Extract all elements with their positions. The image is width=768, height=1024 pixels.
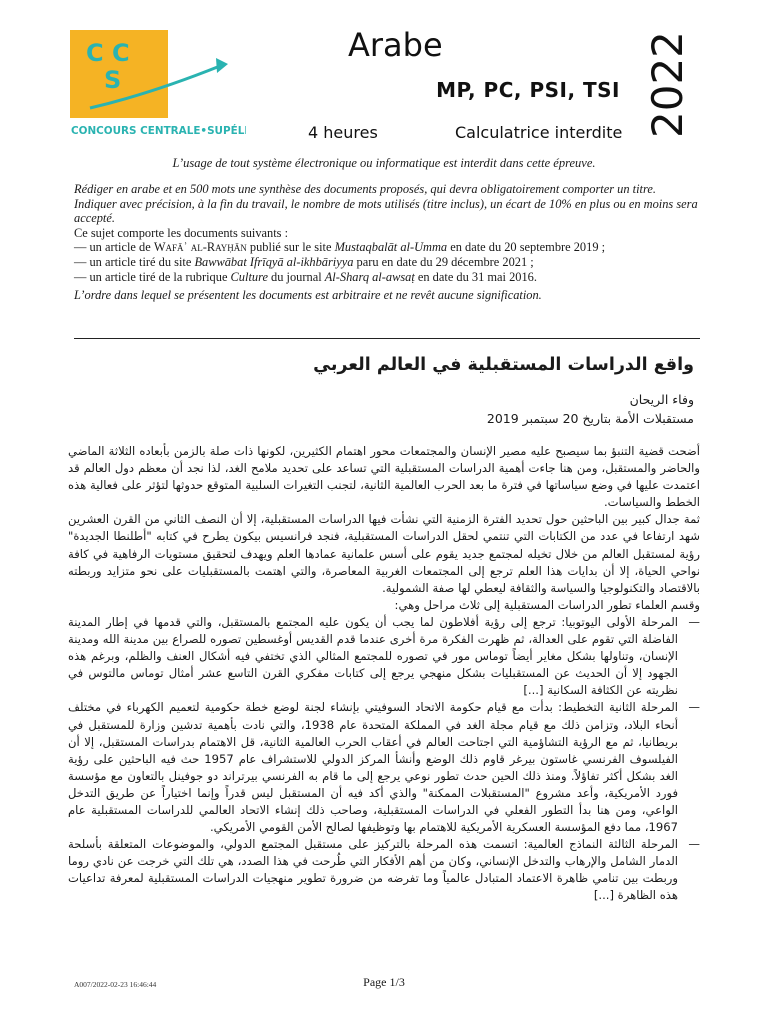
source-name: Mustaqbalāt al-Umma: [334, 240, 448, 255]
paragraph: ثمة جدال كبير بين الباحثين حول تحديد الفترة الزمنية التي نشأت فيها الدراسات المستقبلية، إلا أن النصف الثاني من القرن العشرين شهد ارتفاعا في عدد من الكتابات التي تنتمي لحقل الدراسات المستقبلية، فنجد فرانسيس بيكون يطرح في كتابه "أطلنطا الجديدة" رؤية لمستقبل العالم من خلال تخيله لمجتمع جديد يقوم على أسس علمانية عمادها العلم ويهدف لتحقيق مستويات الرفاهية في كافة نواحي الحياة، إلا أن بدايات هذا العلم ترجع إلى المجتمعات الغربية المعاصرة، والتي اهتمت بالمستقبليات على نحو متزايد وربطته بالاقتصاد والتكنولوجيا والسياسة والثقافة ليعطي لها صفة الشمولية.: [68, 512, 700, 595]
article-author: وفاء الريحان: [629, 392, 694, 407]
article-body: [68, 443, 700, 905]
documents-intro: Ce sujet comporte les documents suivants :: [74, 225, 289, 240]
exam-code: A007/2022-02-23 16:46:44: [74, 980, 157, 989]
source-name: Al-Sharq al-awsaṭ: [324, 269, 415, 284]
author-name: Wafāʾ al-Rayḥān: [153, 240, 247, 255]
rubric-name: Culture: [230, 269, 268, 284]
document-item: — un article tiré du site Bawwābat Ifrīqyā al-ikhbāriyya paru en date du 29 décembre 2021 ;: [74, 254, 534, 269]
instructions-block: [74, 182, 700, 303]
article-title: واقع الدراسات المستقبلية في العالم العربي: [313, 355, 694, 375]
exam-duration: 4 heures: [308, 123, 378, 142]
page-number: Page 1/3: [363, 975, 405, 989]
calculator-rule: Calculatrice interdite: [455, 123, 623, 142]
divider: [74, 338, 700, 339]
logo-letters-top: C C: [86, 39, 130, 67]
task-instruction: Rédiger en arabe et en 500 mots une synthèse des documents proposés, qui devra obligatoirement comporter un titre. Indiquer avec précision, à la fin du travail, le nombre de mots utilisés (titre inclus), un écart de 10% en plus ou en moins sera accepté.: [74, 182, 698, 226]
logo-graphic: [70, 30, 246, 158]
paragraph: وقسم العلماء تطور الدراسات المستقبلية إلى ثلاث مراحل وهي:: [394, 597, 700, 612]
paragraph: أضحت قضية التنبؤ بما سيصبح عليه مصير الإنسان والمجتمعات محور اهتمام الكثيرين، لكونها ذات صلة بالزمن بأبعاده الثلاثة الماضي والحاضر والمستقبل، ومن هنا جاءت أهمية الدراسات المستقبلية التي تساعد على تحديد ملامح الغد، لذا نجد أن معظم دول العالم قد اعتمدت عليها في وضع سياساتها في فترة ما بعد الحرب العالمية الثانية، لتجنب التغيرات السلبية المتوقع حدوثها لتؤثر على فعالية هذه الخطط والسياسات.: [68, 444, 700, 510]
concours-logo: [70, 30, 246, 158]
logo-arrowhead: [216, 58, 228, 73]
exam-tracks: MP, PC, PSI, TSI: [436, 78, 620, 102]
source-name: Bawwābat Ifrīqyā al-ikhbāriyya: [194, 254, 354, 269]
subject-title: Arabe: [348, 26, 443, 64]
phase-item: — المرحلة الثانية التخطيط: بدأت مع قيام حكومة الاتحاد السوفيتي بإنشاء لجنة لوضع خطة حكومية لتعميم الكهرباء في مختلف أنحاء البلاد، وتزامن ذلك مع قيام مجلة الغد في المملكة المتحدة عام 1938، والتي نادت بأهمية تدشين وزارة للمستقبل في بريطانيا، ثم مع الرؤية التشاؤمية التي اجتاحت العالم في أعقاب الحرب العالمية الثانية، قل الاهتمام بدراسات المستقبل، إلا أن الفيلسوف الفرنسي غاستون بيرغر قاوم ذلك الوضع وأنشأ المركز الدولي للاستشراف عام 1957 حث فيه الباحثين على رؤية الغد بشكل أكثر تفاؤلاً. ومنذ ذلك الحين حدث تطور نوعي يرجع إلى ما قام به الفرنسي بيرتراند دو جوفينل بالتعاون مع مؤسسة فورد الأمريكية، وأعد مشروع "المستقبلات الممكنة" والذي أكد فيه أن المستقبل ليس قدراً وإنما اختياراً عن طريق التدخل الواعي، ومن هنا بدأ التطور الفعلي في الدراسات المستقبلية، وصاحب ذلك إنشاء الاتحاد العالمي للدراسات المستقبلية عام 1967، مما دفع المؤسسة العسكرية الأمريكية للاهتمام بها وتوظيفها لصالح الأمن القومي الأمريكي.: [68, 699, 700, 836]
phase-item: — المرحلة الثالثة النماذج العالمية: اتسمت هذه المرحلة بالتركيز على مستقبل المجتمع الدولي، والموضوعات المتعلقة بأسلحة الدمار الشامل والإرهاب والتدخل الإنساني، وكان من أهم الأفكار التي طُرحت في هذا الصدد، هي تلك التي خرجت عن نادي روما وربطت بين تنامي ظاهرة الاعتماد المتبادل عالمياً وما تفرضه من ضرورة تطوير منهجيات الدراسات المستقبلية لمعرفة تداعيات هذه الظاهرة [...]: [68, 836, 700, 904]
year-text: 2022: [643, 34, 692, 138]
document-item: — un article de Wafāʾ al-Rayḥān publié sur le site Mustaqbalāt al-Umma en date du 20 septembre 2019 ;: [74, 240, 606, 255]
document-item: — un article tiré de la rubrique Culture du journal Al-Sharq al-awsaṭ en date du 31 mai 2016.: [74, 269, 537, 284]
logo-letter-s: S: [104, 66, 122, 94]
order-note: L’ordre dans lequel se présentent les documents est arbitraire et ne revêt aucune signification.: [74, 288, 542, 303]
article-source: مستقبلات الأمة بتاريخ 20 سبتمبر 2019: [486, 411, 694, 426]
article-byline: [487, 390, 694, 428]
logo-caption: CONCOURS CENTRALE•SUPÉLEC: [71, 125, 246, 137]
exam-year: [636, 34, 698, 138]
electronics-notice: L’usage de tout système électronique ou informatique est interdit dans cette épreuve.: [172, 156, 596, 170]
phase-item: — المرحلة الأولى اليوتوبيا: ترجع إلى رؤية أفلاطون لما يجب أن يكون عليه المجتمع بالمستقبل، والتي قدمها في إطار المدينة الفاضلة التي تقوم على العدالة، ثم ظهرت الفكرة مرة أخرى عندما قدم القديس أوغسطين تصوره للصراع بين مدينة الله ومدينة الإنسان، وتناولها بشكل مغاير أيضاً توماس مور في تصوره للمجتمع المثالي الذي تختفي فيه أشكال العنف والظلم، وبرغم هذه الجهود إلا أن الحديث عن المستقبليات بشكل منهجي يرجع إلى كتابات مفكري القرن التاسع عشر أمثال توماس مالتوس في نظريته عن الكثافة السكانية [...]: [68, 614, 700, 699]
